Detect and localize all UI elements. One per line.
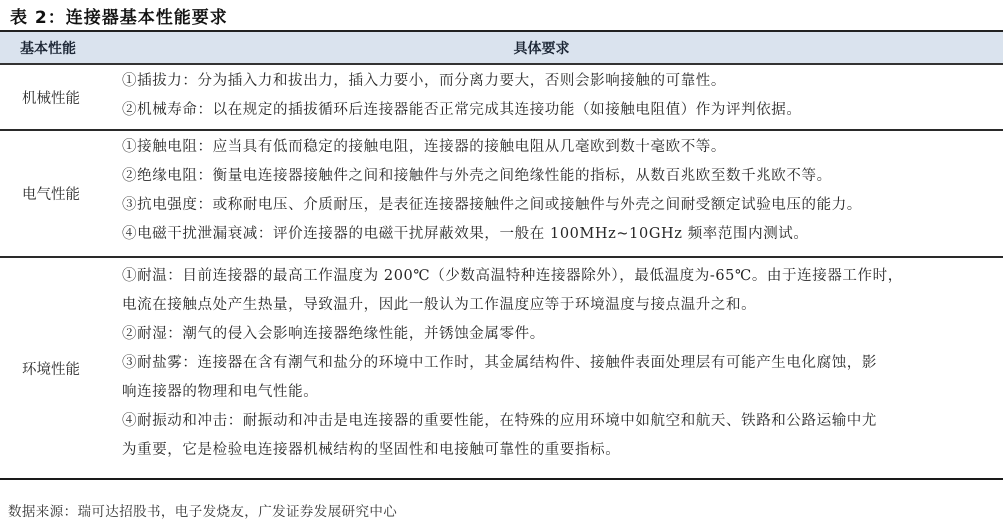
- requirement-line: ①插拔力：分为插入力和拔出力，插入力要小，而分离力要大，否则会影响接触的可靠性。: [122, 73, 726, 89]
- requirement-line: ②耐湿：潮气的侵入会影响连接器绝缘性能，并锈蚀金属零件。: [122, 326, 545, 342]
- requirement-line: 响连接器的物理和电气性能。: [122, 384, 319, 400]
- category-electrical: 电气性能: [22, 187, 80, 203]
- table-row-environmental: [0, 258, 1003, 480]
- requirement-line: ②机械寿命：以在规定的插拔循环后连接器能否正常完成其连接功能（如接触电阻值）作为评判依据。: [122, 102, 802, 118]
- requirement-line: ①接触电阻：应当具有低而稳定的接触电阻，连接器的接触电阻从几毫欧到数十毫欧不等。: [122, 139, 726, 155]
- requirement-line: ③耐盐雾：连接器在含有潮气和盐分的环境中工作时，其金属结构件、接触件表面处理层有可能产生电化腐蚀，影: [122, 355, 877, 371]
- table-title: 表 2：连接器基本性能要求: [10, 8, 228, 28]
- requirement-line: ④耐振动和冲击：耐振动和冲击是电连接器的重要性能，在特殊的应用环境中如航空和航天、铁路和公路运输中尤: [122, 413, 877, 429]
- requirement-line: ③抗电强度：或称耐电压、介质耐压，是表征连接器接触件之间或接触件与外壳之间耐受额定试验电压的能力。: [122, 197, 862, 213]
- table-row-mechanical: [0, 65, 1003, 131]
- requirement-line: 电流在接触点处产生热量，导致温升，因此一般认为工作温度应等于环境温度与接点温升之和。: [122, 297, 757, 313]
- category-mechanical: 机械性能: [22, 90, 80, 107]
- requirement-list: [120, 65, 1003, 129]
- header-basic-performance: 基本性能: [20, 40, 76, 57]
- requirement-line: 为重要，它是检验电连接器机械结构的坚固性和电接触可靠性的重要指标。: [122, 442, 621, 458]
- requirement-line: ④电磁干扰泄漏衰减：评价连接器的电磁干扰屏蔽效果，一般在 100MHz~10GHz 频率范围内测试。: [122, 226, 809, 242]
- requirement-list: [120, 131, 1003, 256]
- table-header: [0, 30, 1003, 65]
- data-source-note: 数据来源：瑞可达招股书，电子发烧友，广发证券发展研究中心: [8, 504, 398, 520]
- requirement-list: [120, 258, 1003, 478]
- requirement-line: ①耐温：目前连接器的最高工作温度为 200℃（少数高温特种连接器除外），最低温度为-65℃。由于连接器工作时，: [122, 268, 903, 284]
- requirement-line: ②绝缘电阻：衡量电连接器接触件之间和接触件与外壳之间绝缘性能的指标，从数百兆欧至数千兆欧不等。: [122, 168, 832, 184]
- requirements-table: [0, 30, 1003, 480]
- table-row-electrical: [0, 131, 1003, 258]
- category-environmental: 环境性能: [22, 361, 80, 378]
- header-specific-requirements: 具体要求: [513, 40, 570, 57]
